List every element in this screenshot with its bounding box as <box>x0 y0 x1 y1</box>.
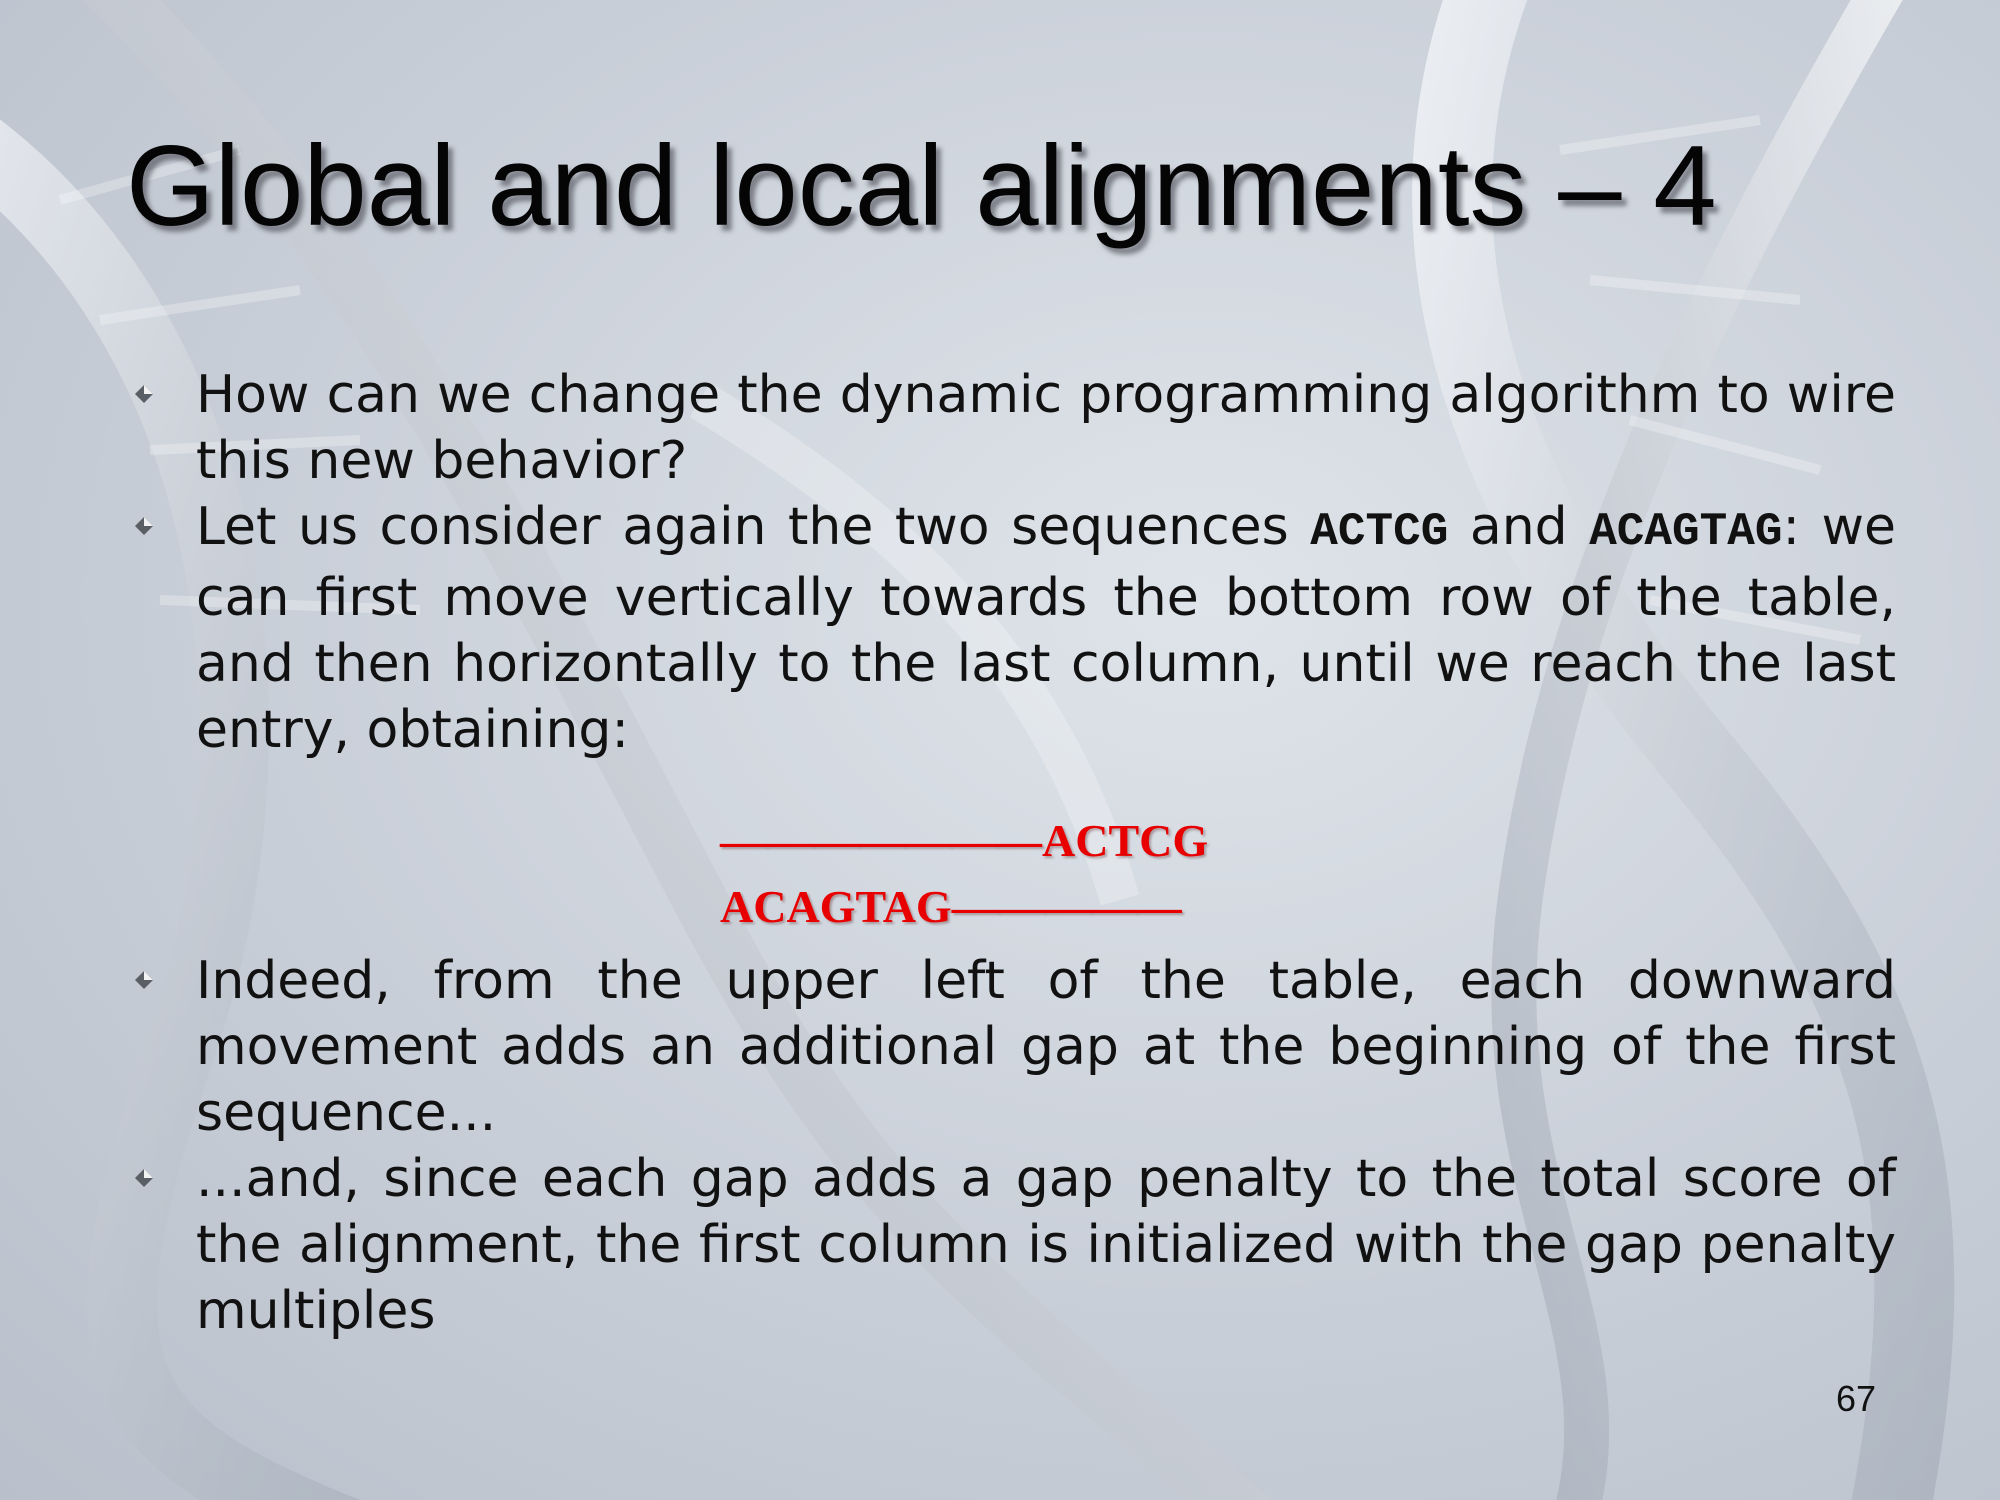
bullet-text: Let us consider again the two sequences <box>196 497 1311 557</box>
bullet-text: How can we change the dynamic programming algorithm to wire this new behavior? <box>196 365 1896 491</box>
page-number: 67 <box>1836 1378 1877 1419</box>
slide-title: Global and local alignments – 4 <box>126 123 1717 250</box>
diamond-bullet-icon <box>134 970 154 990</box>
bullet-item <box>196 948 1896 1146</box>
bullet-text: : we can first move vertically towards the bottom row of the table, and then horizontally to the last column, until we reach the last entry, obtaining: <box>196 497 1896 760</box>
alignment-row-2: ACAGTAG————— <box>720 881 1182 932</box>
diamond-bullet-icon <box>134 516 154 536</box>
bullet-item <box>196 494 1896 763</box>
sequence-acagtag: ACAGTAG <box>1589 506 1783 558</box>
bullet-text: Indeed, from the upper left of the table, each downward movement adds an additional gap at the beginning of the first sequence... <box>196 951 1896 1143</box>
alignment-row-1: ———————ACTCG <box>720 815 1209 866</box>
sequence-actcg: ACTCG <box>1310 506 1449 558</box>
bullet-text: ...and, since each gap adds a gap penalty to the total score of the alignment, the first column is initialized with the gap penalty multiples <box>196 1149 1896 1341</box>
bullet-item <box>196 362 1896 494</box>
diamond-bullet-icon <box>134 384 154 404</box>
diamond-bullet-icon <box>134 1168 154 1188</box>
bullet-text: and <box>1448 497 1590 557</box>
bullet-item <box>196 1146 1896 1344</box>
alignment-display <box>720 808 1208 940</box>
